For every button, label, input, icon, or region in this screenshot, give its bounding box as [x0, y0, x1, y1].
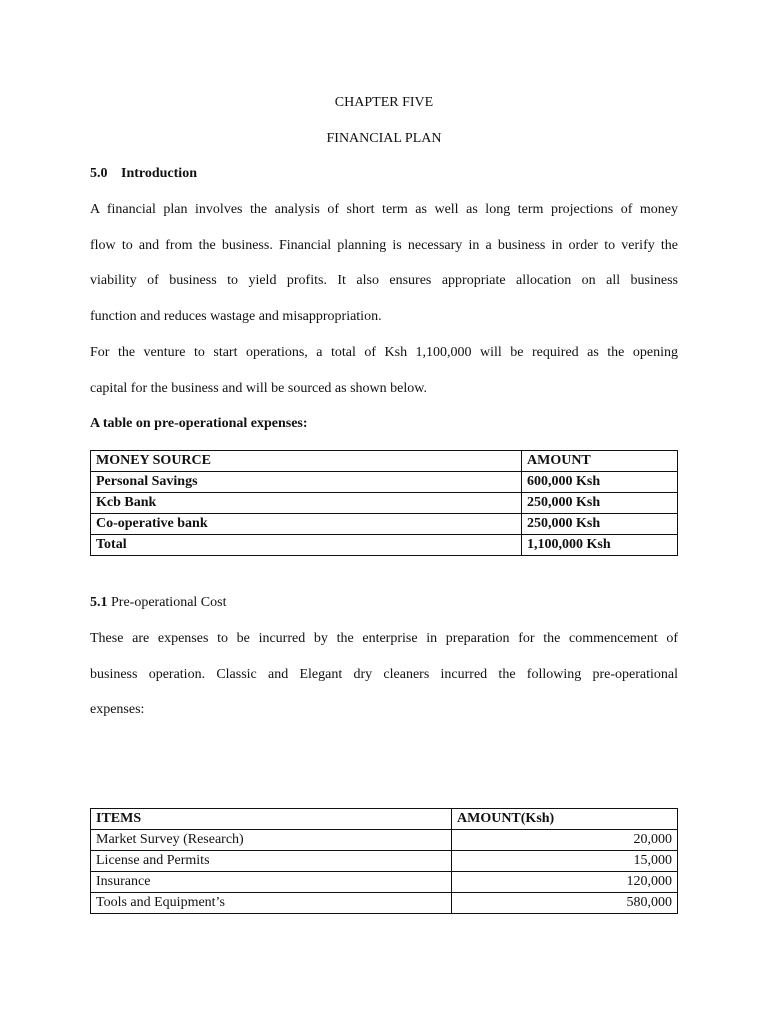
- header-amount: AMOUNT: [522, 451, 678, 472]
- paragraph-line: flow to and from the business. Financial planning is necessary in a business in order to verify the: [90, 237, 678, 253]
- source-name: Co-operative bank: [91, 514, 522, 535]
- source-amount: 250,000 Ksh: [522, 514, 678, 535]
- paragraph-line: viability of business to yield profits. It also ensures appropriate allocation on all business: [90, 273, 678, 289]
- section-title: Pre-operational Cost: [111, 595, 227, 610]
- header-amount: AMOUNT(Ksh): [452, 809, 678, 830]
- item-amount: 15,000: [452, 851, 678, 872]
- chapter-title: CHAPTER FIVE: [334, 95, 434, 110]
- table-row: [91, 514, 678, 535]
- table-row: [91, 535, 678, 556]
- item-name: License and Permits: [91, 851, 452, 872]
- source-amount: 1,100,000 Ksh: [522, 535, 678, 556]
- money-source-table: [90, 450, 678, 556]
- paragraph-line: function and reduces wastage and misappropriation.: [90, 308, 382, 324]
- source-name: Total: [91, 535, 522, 556]
- section-number: 5.1: [90, 595, 108, 610]
- item-amount: 120,000: [452, 872, 678, 893]
- source-amount: 250,000 Ksh: [522, 493, 678, 514]
- paragraph-line: capital for the business and will be sourced as shown below.: [90, 380, 427, 396]
- section-number: 5.0: [90, 166, 108, 181]
- paragraph-line: For the venture to start operations, a total of Ksh 1,100,000 will be required as the opening: [90, 345, 678, 360]
- table-header-row: [91, 451, 678, 472]
- item-name: Market Survey (Research): [91, 830, 452, 851]
- paragraph-line: A financial plan involves the analysis of short term as well as long term projections of money: [90, 202, 678, 217]
- header-money-source: MONEY SOURCE: [91, 451, 522, 472]
- paragraph-line: business operation. Classic and Elegant dry cleaners incurred the following pre-operational: [90, 666, 678, 682]
- paragraph-line: These are expenses to be incurred by the enterprise in preparation for the commencement of: [90, 631, 678, 646]
- source-amount: 600,000 Ksh: [522, 472, 678, 493]
- table-row: [91, 830, 678, 851]
- source-name: Personal Savings: [91, 472, 522, 493]
- table-row: [91, 851, 678, 872]
- section-heading-intro: [90, 166, 197, 182]
- section-title: Introduction: [121, 166, 197, 181]
- table-row: [91, 893, 678, 914]
- header-items: ITEMS: [91, 809, 452, 830]
- item-name: Tools and Equipment’s: [91, 893, 452, 914]
- paragraph-line: expenses:: [90, 702, 145, 718]
- table-row: [91, 493, 678, 514]
- intro-paragraph-2: [90, 335, 678, 406]
- source-name: Kcb Bank: [91, 493, 522, 514]
- table-caption: A table on pre-operational expenses:: [90, 416, 308, 431]
- preop-paragraph: [90, 621, 678, 728]
- item-amount: 580,000: [452, 893, 678, 914]
- items-table: [90, 808, 678, 914]
- table-row: [91, 472, 678, 493]
- intro-paragraph-1: [90, 192, 678, 334]
- table-row: [91, 872, 678, 893]
- chapter-subtitle: FINANCIAL PLAN: [326, 131, 442, 146]
- item-amount: 20,000: [452, 830, 678, 851]
- item-name: Insurance: [91, 872, 452, 893]
- section-heading-preop: [90, 595, 226, 611]
- table-header-row: [91, 809, 678, 830]
